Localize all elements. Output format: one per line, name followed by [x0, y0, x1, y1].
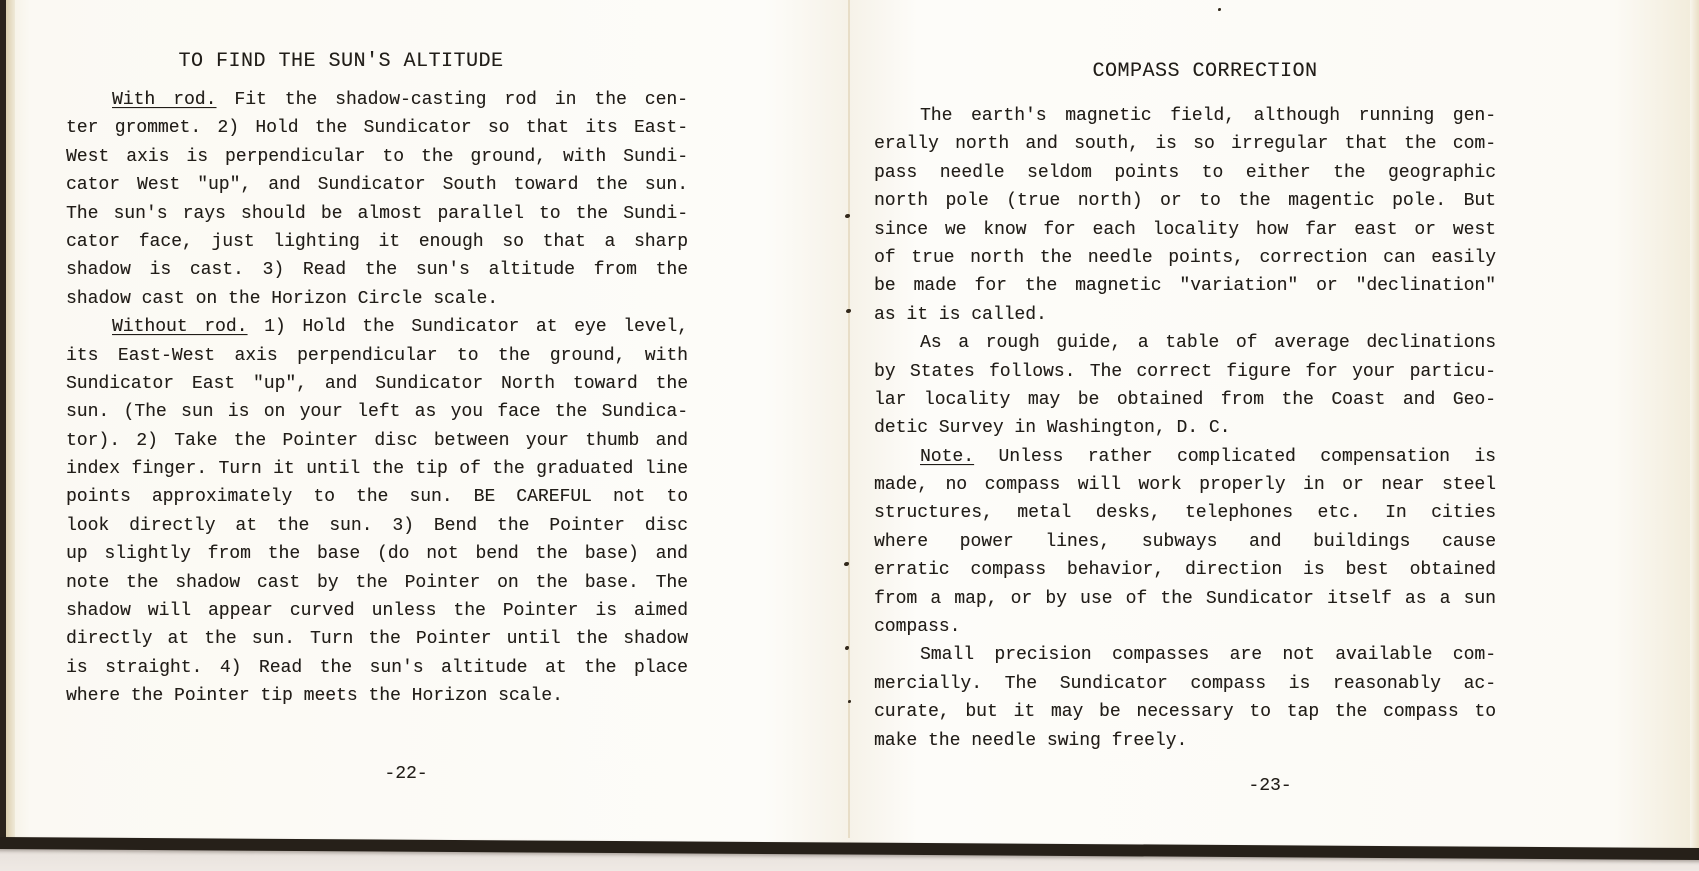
text-segment: Fit the shadow-casting rod in the cen- — [216, 90, 688, 110]
text-line — [874, 443, 1496, 471]
text-segment: erratic compass behavior, direction is best obtained — [874, 560, 1496, 581]
text-line — [66, 313, 688, 341]
page-title-right: COMPASS CORRECTION — [1092, 60, 1318, 83]
text-line — [66, 483, 688, 511]
page-title-left: TO FIND THE SUN'S ALTITUDE — [178, 50, 504, 73]
text-segment: erally north and south, is so irregular that the com- — [874, 134, 1496, 155]
text-line — [66, 114, 688, 142]
text-line — [874, 386, 1496, 414]
text-segment: is straight. 4) Read the sun's altitude at the place — [66, 657, 688, 678]
text-line — [874, 414, 1496, 442]
text-line — [66, 540, 688, 568]
text-segment: index finger. Turn it until the tip of the graduated line — [66, 459, 688, 480]
text-line — [66, 427, 688, 455]
scan-speck — [1218, 8, 1221, 11]
text-line — [66, 625, 688, 653]
text-segment: make the needle swing freely. — [874, 730, 1188, 751]
text-segment: made, no compass will work properly in or near steel — [874, 475, 1496, 496]
text-segment: by States follows. The correct figure for your particu- — [874, 361, 1496, 382]
text-line — [874, 556, 1496, 584]
text-segment: structures, metal desks, telephones etc. In cities — [874, 503, 1496, 524]
text-line — [874, 613, 1496, 641]
text-line — [66, 228, 688, 256]
page-number-22: -22- — [384, 764, 428, 784]
text-segment: be made for the magnetic "variation" or "declination" — [874, 276, 1496, 297]
text-segment: shadow will appear curved unless the Pointer is aimed — [66, 601, 688, 622]
text-line — [874, 641, 1496, 669]
text-line — [874, 358, 1496, 386]
page-body-right — [874, 102, 1496, 755]
text-segment: since we know for each locality how far east or west — [874, 219, 1496, 240]
text-line — [66, 398, 688, 426]
text-line — [874, 698, 1496, 726]
scan-speck — [848, 700, 851, 703]
text-line — [874, 244, 1496, 272]
text-line — [874, 130, 1496, 158]
paragraph — [874, 641, 1496, 755]
text-segment: cator West "up", and Sundicator South toward the sun. — [66, 175, 688, 196]
text-segment: West axis is perpendicular to the ground, with Sundi- — [66, 146, 688, 167]
text-segment: shadow cast on the Horizon Circle scale. — [66, 288, 499, 309]
book-right-edge — [1690, 0, 1699, 848]
page-23 — [874, 58, 1496, 755]
text-segment: lar locality may be obtained from the Coast and Geo- — [874, 389, 1496, 410]
text-line — [66, 256, 688, 284]
text-segment: The sun's rays should be almost parallel to the Sundi- — [66, 203, 688, 224]
paragraph — [874, 443, 1496, 642]
text-line — [874, 528, 1496, 556]
text-segment: detic Survey in Washington, D. C. — [874, 418, 1231, 439]
text-line — [66, 342, 688, 370]
text-line — [874, 102, 1496, 130]
text-segment: 1) Hold the Sundicator at eye level, — [247, 317, 688, 338]
paragraph — [874, 329, 1496, 443]
text-line — [66, 597, 688, 625]
text-segment: up slightly from the base (do not bend the base) and — [66, 544, 688, 565]
page-body-left — [66, 86, 688, 711]
text-segment: pass needle seldom points to either the geographic — [874, 162, 1496, 183]
text-line — [66, 654, 688, 682]
text-segment: mercially. The Sundicator compass is reasonably ac- — [874, 673, 1496, 694]
underlined-lead-in: With rod. — [112, 90, 217, 110]
text-segment: ter grommet. 2) Hold the Sundicator so that its East- — [66, 118, 688, 139]
text-line — [874, 159, 1496, 187]
page-number-23: -23- — [1248, 776, 1292, 796]
text-segment: Unless rather complicated compensation is — [974, 446, 1496, 467]
text-segment: Small precision compasses are not available com- — [920, 645, 1496, 666]
text-line — [66, 455, 688, 483]
text-line — [874, 727, 1496, 755]
text-segment: shadow is cast. 3) Read the sun's altitude from the — [66, 260, 688, 281]
underlined-lead-in: Note. — [920, 446, 975, 467]
text-line — [874, 670, 1496, 698]
paragraph — [66, 313, 688, 710]
text-line — [66, 512, 688, 540]
text-line — [874, 216, 1496, 244]
scan-speck — [846, 309, 851, 313]
text-line — [874, 187, 1496, 215]
text-segment: as it is called. — [874, 304, 1047, 325]
text-line — [874, 499, 1496, 527]
text-segment: from a map, or by use of the Sundicator itself as a sun — [874, 588, 1496, 609]
text-segment: of true north the needle points, correction can easily — [874, 247, 1496, 268]
text-line — [66, 370, 688, 398]
text-segment: north pole (true north) or to the magentic pole. But — [874, 191, 1496, 212]
text-segment: where power lines, subways and buildings cause — [874, 531, 1496, 552]
text-segment: where the Pointer tip meets the Horizon scale. — [66, 686, 563, 707]
book-left-edge-cream — [6, 0, 15, 844]
text-line — [66, 171, 688, 199]
text-segment: note the shadow cast by the Pointer on the base. The — [66, 572, 688, 593]
text-line — [874, 272, 1496, 300]
text-line — [66, 682, 688, 710]
text-line — [874, 301, 1496, 329]
text-line — [66, 143, 688, 171]
paragraph — [66, 86, 688, 313]
text-segment: Sundicator East "up", and Sundicator North toward the — [66, 373, 688, 394]
text-line — [874, 585, 1496, 613]
text-line — [66, 86, 688, 114]
text-line — [66, 285, 688, 313]
text-segment: As a rough guide, a table of average declinations — [920, 333, 1496, 354]
text-segment: look directly at the sun. 3) Bend the Pointer disc — [66, 515, 688, 536]
text-line — [66, 200, 688, 228]
text-line — [874, 471, 1496, 499]
text-segment: tor). 2) Take the Pointer disc between your thumb and — [66, 430, 688, 451]
text-segment: The earth's magnetic field, although running gen- — [920, 106, 1496, 126]
text-segment: compass. — [874, 617, 961, 638]
page-gutter-crease — [848, 0, 850, 838]
underlined-lead-in: Without rod. — [112, 317, 248, 338]
text-segment: curate, but it may be necessary to tap the compass to — [874, 702, 1496, 723]
text-segment: its East-West axis perpendicular to the ground, with — [66, 345, 688, 366]
text-line — [874, 329, 1496, 357]
text-segment: points approximately to the sun. BE CAREFUL not to — [66, 487, 688, 508]
paragraph — [874, 102, 1496, 329]
text-segment: directly at the sun. Turn the Pointer until the shadow — [66, 629, 688, 650]
text-segment: cator face, just lighting it enough so that a sharp — [66, 231, 688, 252]
text-line — [66, 569, 688, 597]
page-22 — [66, 48, 688, 711]
text-segment: sun. (The sun is on your left as you face the Sundica- — [66, 402, 688, 423]
